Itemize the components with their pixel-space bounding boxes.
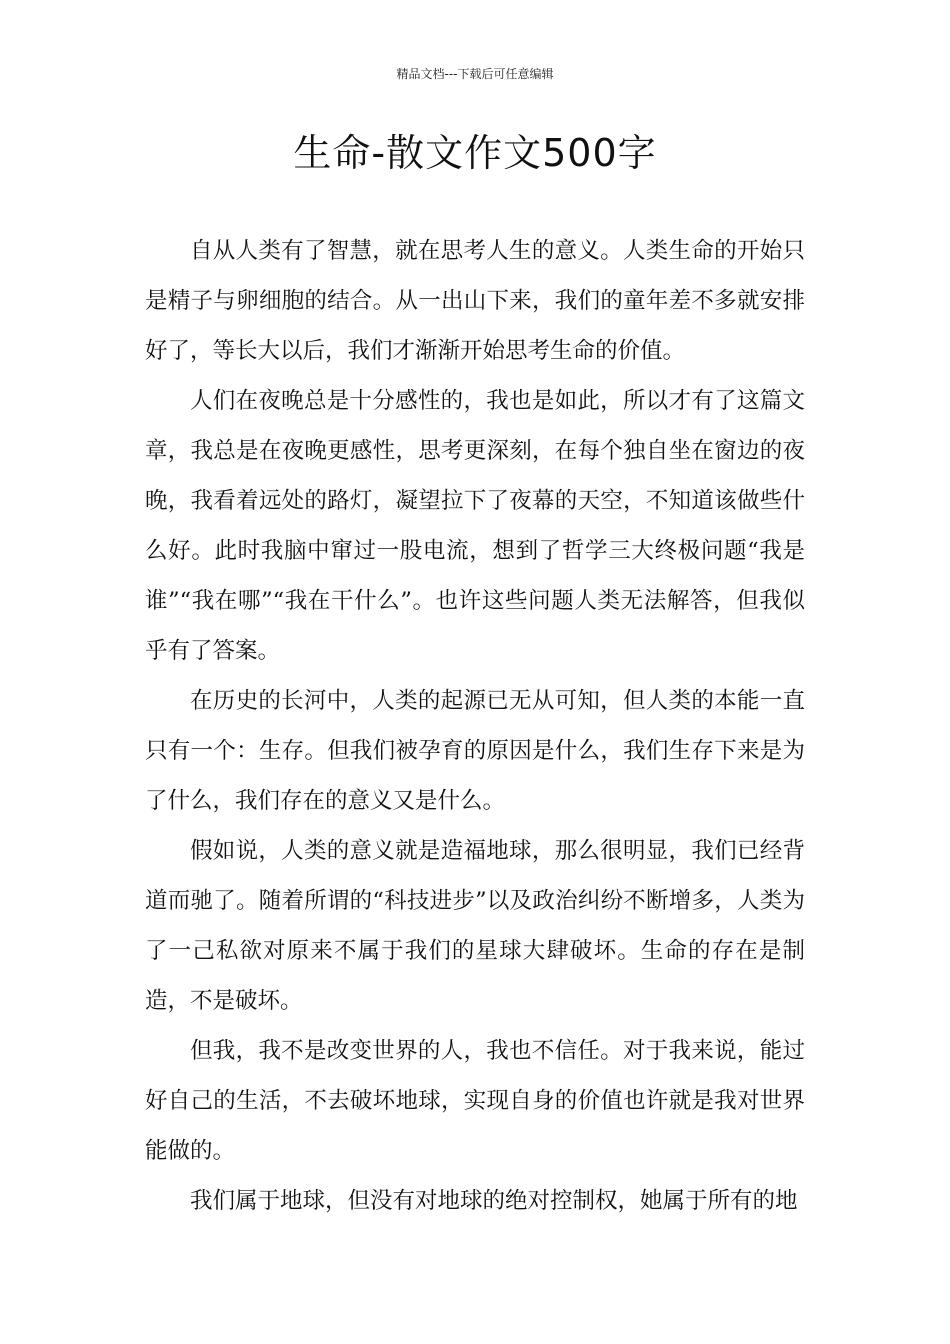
paragraph-6: 我们属于地球，但没有对地球的绝对控制权，她属于所有的地 xyxy=(190,1188,798,1214)
paragraph-2: 人们在夜晚总是十分感性的，我也是如此，所以才有了这篇文章，我总是在夜晚更感性，思考更深刻，在每个独自坐在窗边的夜晚，我看着远处的路灯，凝望拉下了夜幕的天空，不知道该做些什么好。此时我脑中窜过一股电流，想到了哲学三大终极问题“我是谁”“我在哪”“我在干什么”。也许这些问题人类无法解答，但我似乎有了答案。 xyxy=(145,388,805,664)
paragraph-1: 自从人类有了智慧，就在思考人生的意义。人类生命的开始只是精子与卵细胞的结合。从一出山下来，我们的童年差不多就安排好了，等长大以后，我们才渐渐开始思考生命的价值。 xyxy=(145,238,805,364)
page-title: 生命-散文作文500字 xyxy=(293,131,657,175)
header-note: 精品文档---下载后可任意编辑 xyxy=(396,67,554,81)
paragraph-4: 假如说，人类的意义就是造福地球，那么很明显，我们已经背道而驰了。随着所谓的“科技进步”以及政治纠纷不断增多，人类为了一己私欲对原来不属于我们的星球大肆破坏。生命的存在是制造，不是破坏。 xyxy=(145,838,805,1014)
paragraph-3: 在历史的长河中，人类的起源已无从可知，但人类的本能一直只有一个：生存。但我们被孕育的原因是什么，我们生存下来是为了什么，我们存在的意义又是什么。 xyxy=(145,688,805,814)
article-body xyxy=(145,226,805,1226)
paragraph-5: 但我，我不是改变世界的人，我也不信任。对于我来说，能过好自己的生活，不去破坏地球，实现自身的价值也许就是我对世界能做的。 xyxy=(145,1038,805,1164)
